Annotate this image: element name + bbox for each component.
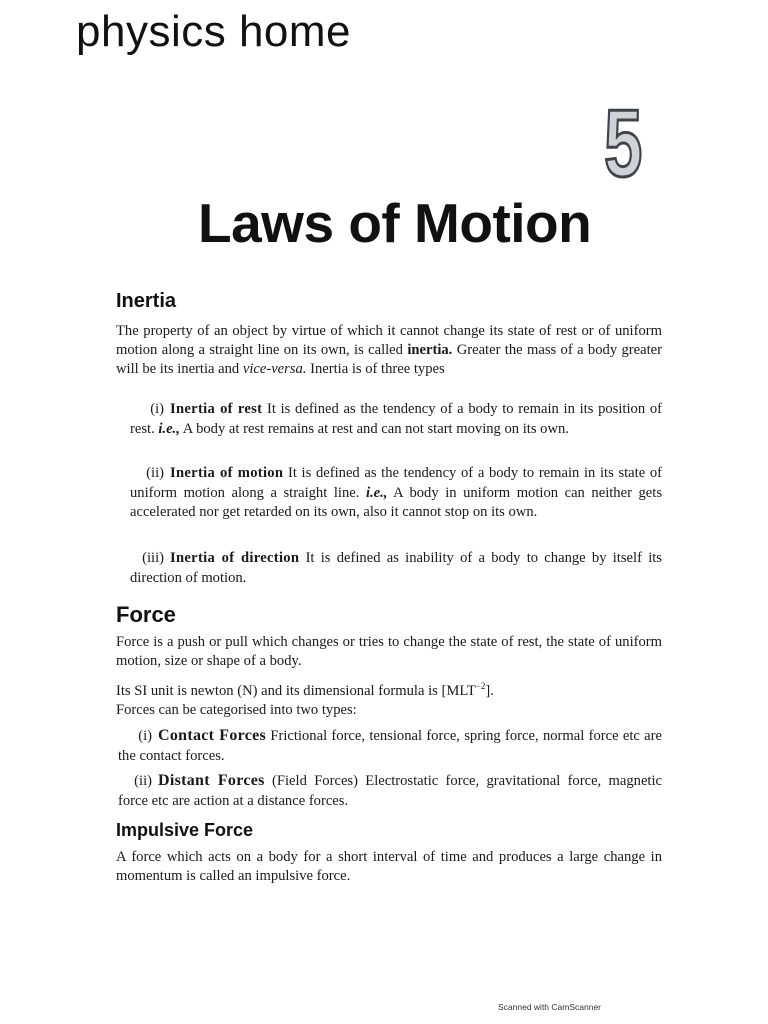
item-term: Inertia of motion xyxy=(170,465,284,481)
item-ie: i.e., xyxy=(365,484,388,501)
si-text: Its SI unit is newton (N) and its dimensional formula is [MLT xyxy=(116,682,476,699)
item-number: (ii) xyxy=(134,773,152,789)
item-number: (i) xyxy=(150,401,164,417)
item-text: A body at rest remains at rest and can not start moving on its own. xyxy=(179,420,569,437)
inertia-type-direction xyxy=(130,549,662,588)
inertia-type-motion xyxy=(130,464,662,523)
chapter-number: 5 xyxy=(604,90,643,197)
item-number: (iii) xyxy=(142,550,164,566)
item-number: (ii) xyxy=(146,465,164,481)
item-term: Distant Forces xyxy=(158,772,265,789)
item-term: Contact Forces xyxy=(158,727,267,744)
chapter-title: Laws of Motion xyxy=(198,192,592,254)
item-term: Inertia of rest xyxy=(170,401,263,417)
item-text: It is defined as the tendency of a body to remain in its position of rest. xyxy=(130,401,662,437)
si-text-end: ]. xyxy=(485,682,494,699)
inertia-intro xyxy=(116,322,662,379)
intro-italic: vice-versa. xyxy=(242,361,307,377)
si-exponent: −2 xyxy=(475,681,486,691)
item-number: (i) xyxy=(138,728,152,744)
force-type-distant xyxy=(118,771,662,811)
item-text: Electrostatic force, gravitational force, magnetic force etc are action at a distance forces. xyxy=(118,773,663,809)
impulsive-definition: A force which acts on a body for a short interval of time and produces a large change in momentum is called an impulsive force. xyxy=(116,849,662,884)
heading-force: Force xyxy=(116,602,176,627)
force-types-intro: Forces can be categorised into two types: xyxy=(116,702,357,718)
watermark-text: physics home xyxy=(76,7,352,56)
heading-impulsive-force: Impulsive Force xyxy=(116,820,254,840)
intro-text: Inertia is of three types xyxy=(306,361,445,377)
scanner-footer: Scanned with CamScanner xyxy=(498,1002,602,1012)
item-text: A body in uniform motion can neither gets accelerated nor get retarded on its own, also it cannot stop on its own. xyxy=(130,484,662,520)
item-ie: i.e., xyxy=(158,420,180,437)
item-subterm: (Field Forces) xyxy=(264,773,358,789)
intro-text: The property of an object by virtue of which it cannot change its state of rest or of uniform motion along a straight line on its own, is called xyxy=(116,323,662,358)
heading-inertia: Inertia xyxy=(116,290,177,312)
item-term: Inertia of direction xyxy=(170,550,300,566)
inertia-type-rest xyxy=(130,400,662,439)
force-definition: Force is a push or pull which changes or tries to change the state of rest, the state of uniform motion, size or shape of a body. xyxy=(116,634,662,669)
item-text: It is defined as the tendency of a body to remain in its state of uniform motion along a straight line. xyxy=(130,465,663,501)
force-type-contact xyxy=(118,726,662,766)
force-si-unit xyxy=(116,677,662,701)
item-text: It is defined as inability of a body to change by itself its direction of motion. xyxy=(130,550,662,586)
intro-text: Greater the mass of a body greater will be its inertia and xyxy=(116,342,662,377)
intro-bold-term: inertia. xyxy=(407,342,453,358)
item-text: Frictional force, tensional force, spring force, normal force etc are the contact forces. xyxy=(118,728,662,764)
